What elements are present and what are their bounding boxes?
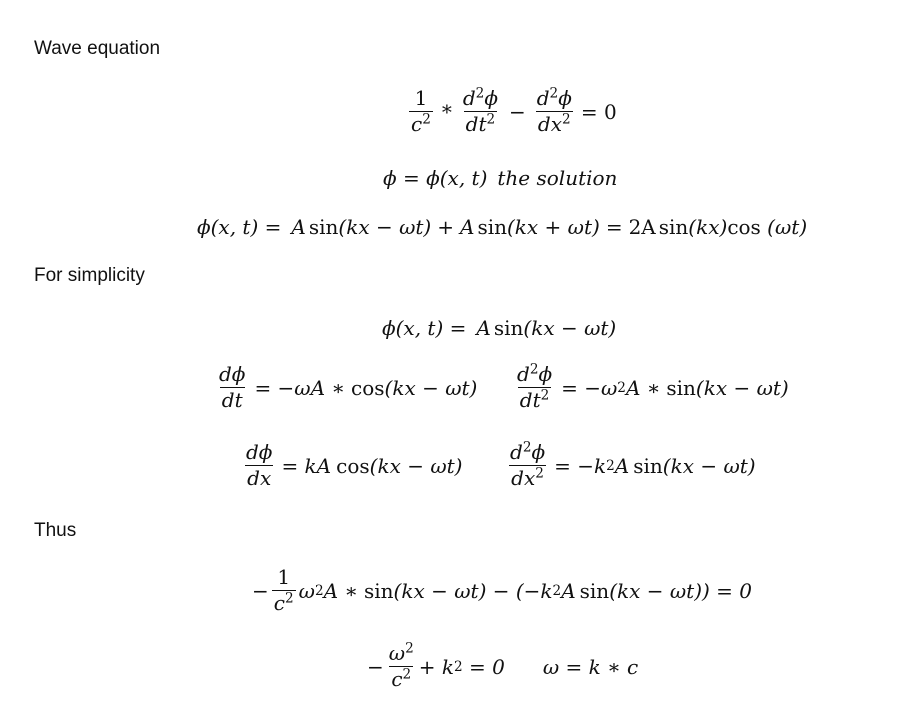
solution-definition: ϕ = ϕ(x, t) the solution: [383, 166, 618, 190]
heading-for-simplicity: For simplicity: [34, 265, 145, 286]
general-solution: ϕ(x, t) = A sin (kx − ωt) + A sin (kx + ωt) = 2A sin (kx) cos (ωt): [197, 215, 808, 239]
heading-thus: Thus: [34, 520, 77, 541]
second-time-derivative-result: $\frac{d^2\phi}{dt^2}$ = −ω 2 A ∗ sin (kx − ωt): [517, 361, 789, 412]
dispersion-relation: − $\frac{\omega^2}{c^2}$ + k 2 = 0 ω = k ∗ c: [367, 640, 639, 691]
wave-equation: $\frac{1}{c^2}$ * $\frac{d^2\phi}{dt^2}$ − $\frac{d^2\phi}{dx^2}$ = 0: [411, 85, 617, 136]
first-time-derivative: $\frac{d\phi}{dt}$ = −ωA ∗ cos (kx − ωt): [219, 362, 478, 412]
second-space-derivative-result: $\frac{d^2\phi}{dx^2}$ = −k 2 A sin (kx − ωt): [510, 439, 756, 490]
substituted-equation: − $\frac{1}{c^2}$ ω 2 A ∗ sin (kx − ωt) − (−k 2 A sin (kx − ωt)) = 0: [252, 565, 753, 615]
second-space-derivative: $\frac{d^2\phi}{dx^2}$: [536, 85, 572, 136]
coefficient-fraction: $\frac{1}{c^2}$: [411, 86, 431, 136]
simple-solution: ϕ(x, t) = A sin (kx − ωt): [382, 316, 617, 340]
second-time-derivative: $\frac{d^2\phi}{dt^2}$: [462, 85, 498, 136]
omega-relation: ω = k ∗ c: [542, 654, 639, 679]
first-space-derivative: $\frac{d\phi}{dx}$ = kA cos (kx − ωt): [246, 440, 463, 490]
heading-wave-equation: Wave equation: [34, 38, 161, 59]
